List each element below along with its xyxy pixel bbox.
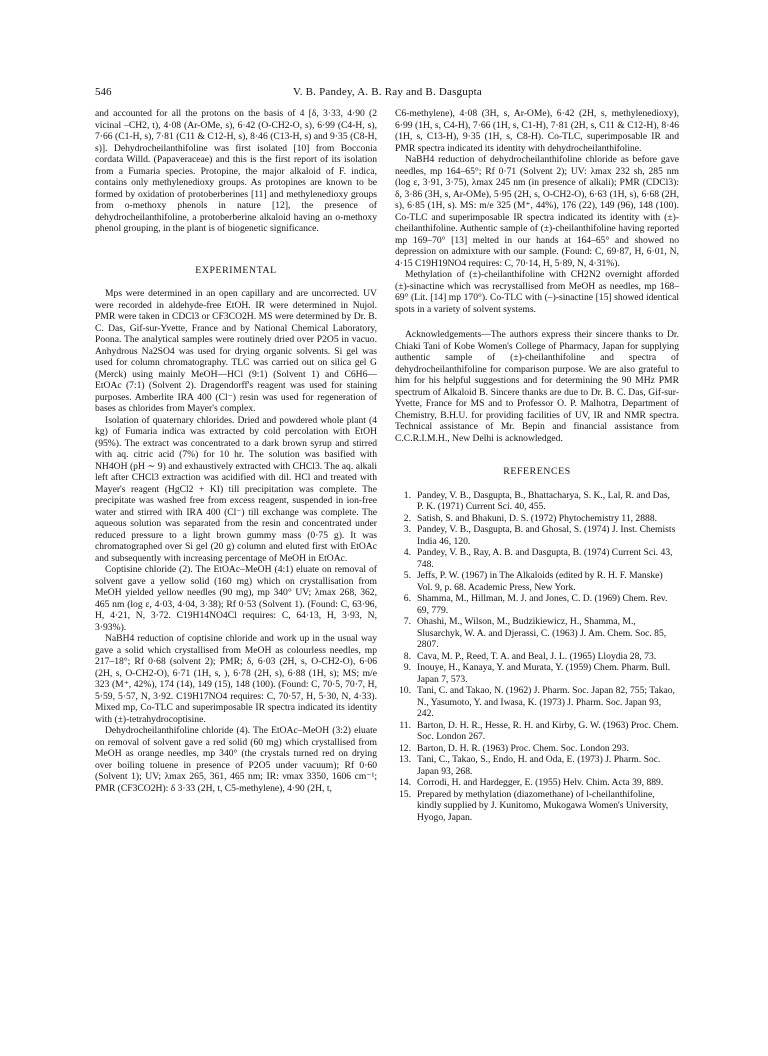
reference-text: Pandey, V. B., Dasgupta, B., Bhattacharya, S. K., Lal, R. and Das, P. K. (1971) Current Sci. 40, 455. [417, 489, 670, 512]
left-column [95, 108, 377, 794]
nabh4-coptisine-paragraph: NaBH4 reduction of coptisine chloride and work up in the usual way gave a solid which crystallised from MeOH as colourless needles, mp 217–18°; Rf 0·68 (solvent 2); PMR; δ, 6·03 (2H, s, O-CH2-O), 6·06 (2H, s, O-CH2-O), 6·71 (1H, s, ), 6·78 (2H, s), 6·88 (1H, s); MS; m/e 323 (M⁺, 42%), 174 (14), 149 (15), 148 (100). (Found: C, 70·5, 70·7, H, 5·59, 5·57, N, 3·92. C19H17NO4 requires: C, 70·57, H, 5·30, N, 4·33). Mixed mp, Co-TLC and superimposable IR spectra indicated its identity with (±)-tetrahydrocoptisine. [95, 633, 377, 725]
reference-text: Jeffs, P. W. (1967) in The Alkaloids (edited by R. H. F. Manske) Vol. 9, p. 68. Academic Press, New York. [417, 570, 663, 593]
experimental-general-paragraph: Mps were determined in an open capillary and are uncorrected. UV were recorded in aldehyde-free EtOH. IR were determined in Nujol. PMR were taken in CDCl3 or CF3CO2H. MS were determined by Dr. B. C. Das, Gif-sur-Yvette, France and by National Chemical Laboratory, Poona. The analytical samples were routinely dried over P2O5 in vacuo. Anhydrous Na2SO4 was used for drying organic solvents. Si gel was used for column chromatography. TLC was carried out on silica gel G (Merck) using mainly MeOH—HCl (9:1) (Solvent 1) and C6H6—EtOAc (7:1) (Solvent 2). Dragendorff's reagent was used for staining purposes. Amberlite IRA 400 (Cl⁻) resin was used for regeneration of bases as chlorides from Mayer's complex. [95, 288, 377, 414]
reference-item [395, 616, 679, 651]
reference-number: 7. [403, 616, 411, 627]
reference-item [395, 593, 679, 616]
right-column [395, 108, 679, 823]
reference-number: 9. [403, 662, 411, 673]
reference-number: 15. [399, 788, 411, 800]
intro-paragraph: and accounted for all the protons on the basis of 4 [δ, 3·33, 4·90 (2 vicinal –CH2, t), 4·08 (Ar-OMe, s), 6·42 (O-CH2-O, s), 6·99 (C4-H, s), 7·66 (C1-H, s), 7·81 (C11 & C12-H, s), 8·46 (C13-H, s) and 9·35 (C8-H, s)]. Dehydrocheilanthifoline was first isolated [10] from Bocconia cordata Willd. (Papaveraceae) and this is the first report of its isolation from a Fumaria species. Protopine, the major alkaloid of F. indica, contains only methylenedioxy groups. As protopines are known to be formed by oxidation of protoberberines [11] and methylenedioxy groups from o-methoxy phenols in nature [12], the presence of dehydrocheilanthifoline, a protoberberine alkaloid having an o-methoxy phenol grouping, in the plant is of biogenetic significance. [95, 108, 377, 234]
section-gap [95, 276, 377, 288]
reference-item [395, 513, 679, 525]
reference-number: 2. [403, 512, 411, 524]
reference-text: Shamma, M., Hillman, M. J. and Jones, C. D. (1969) Chem. Rev. 69, 779. [417, 593, 668, 616]
running-header [95, 86, 680, 100]
reference-item [395, 547, 679, 570]
reference-item [395, 789, 679, 824]
reference-number: 14. [399, 777, 411, 788]
continuation-paragraph: C6-methylene), 4·08 (3H, s, Ar-OMe), 6·42 (2H, s, methylenedioxy), 6·99 (1H, s, C4-H), 7·66 (1H, s, C1-H), 7·81 (2H, s, C11 & C12-H), 8·46 (1H, s, C13-H), 9·35 (1H, s, C8-H). Co-TLC, superimposable IR and PMR spectra indicated its identity with dehydrocheilanthifoline. [395, 108, 679, 154]
reference-item [395, 570, 679, 593]
reference-number: 5. [403, 570, 411, 581]
references-list [395, 490, 679, 824]
reference-item [395, 524, 679, 547]
section-gap [395, 444, 679, 466]
reference-item [395, 490, 679, 513]
section-gap [395, 478, 679, 490]
reference-number: 4. [403, 547, 411, 558]
reference-text: Prepared by methylation (diazomethane) of l-cheilanthifoline, kindly supplied by J. Kunitomo, Mukogawa Women's University, Hyogo, Japan. [417, 788, 669, 823]
reference-number: 11. [399, 719, 411, 731]
isolation-paragraph: Isolation of quaternary chlorides. Dried and powdered whole plant (4 kg) of Fumaria indica was extracted by cold percolation with EtOH (95%). The extract was concentrated to a dark brown syrup and stirred with aq. citric acid (7%) for 10 hr. The solution was basified with NH4OH (pH ∼ 9) and exhaustively extracted with CHCl3. The aq. alkali left after CHCl3 extraction was acidified with dil. HCl and treated with Mayer's reagent (HgCl2 + KI) till precipitation was complete. The precipitate was washed free from excess reagent, suspended in ion-free water and stirred with IRA 400 (Cl⁻) till exchange was complete. The aqueous solution was separated from the resin and concentrated under reduced pressure to a light brown gummy mass (0·75 g). It was chromatographed over Si gel (20 g) column and eluted first with EtOAc and subsequently with increasing percentage of MeOH in EtOAc. [95, 414, 377, 564]
reference-item [395, 743, 679, 755]
references-heading: REFERENCES [503, 466, 571, 477]
reference-number: 1. [403, 489, 411, 501]
reference-item [395, 754, 679, 777]
dehydrocheilanthifoline-paragraph: Dehydrocheilanthifoline chloride (4). The EtOAc–MeOH (3:2) eluate on removal of solvent gave a red solid (60 mg) which crystallised from MeOH as orange needles, mp 340° (the crystals turned red on drying over boiling toluene in presence of P2O5 under vacuum); Rf 0·60 (Solvent 1); UV; λmax 265, 361, 465 nm; IR: νmax 3350, 1606 cm⁻¹; PMR (CF3CO2H): δ 3·33 (2H, t, C5-methylene), 4·90 (2H, t, [95, 725, 377, 794]
reference-text: Cava, M. P., Reed, T. A. and Beal, J. L. (1965) Lloydia 28, 73. [417, 650, 657, 662]
reference-number: 3. [403, 524, 411, 535]
reference-text: Pandey, V. B., Ray, A. B. and Dasgupta, B. (1974) Current Sci. 43, 748. [417, 547, 673, 570]
reference-item [395, 651, 679, 663]
methylation-paragraph: Methylation of (±)-cheilanthifoline with CH2N2 overnight afforded (±)-sinactine which was recrystallised from MeOH as needles, mp 168–69° (Lit. [14] mp 170°). Co-TLC with (–)-sinactine [15] showed identical spots in a variety of solvent systems. [395, 269, 679, 315]
reference-text: Barton, D. H. R., Hesse, R. H. and Kirby, G. W. (1963) Proc. Chem. Soc. London 267. [417, 719, 679, 742]
reference-text: Barton, D. H. R. (1963) Proc. Chem. Soc. London 293. [417, 742, 629, 754]
reference-number: 13. [399, 754, 411, 765]
reference-number: 12. [399, 742, 411, 754]
reference-number: 6. [403, 593, 411, 604]
section-gap [95, 235, 377, 265]
reference-item [395, 685, 679, 720]
reference-text: Ohashi, M., Wilson, M., Budzikiewicz, H., Shamma, M., Slusarchyk, W. A. and Djerassi, C. (1963) J. Am. Chem. Soc. 85, 2807. [417, 616, 667, 650]
reference-text: Tani, C. and Takao, N. (1962) J. Pharm. Soc. Japan 82, 755; Takao, N., Yasumoto, Y. and Iwasa, K. (1973) J. Pharm. Soc. Japan 93, 242. [417, 685, 675, 719]
reference-item [395, 720, 679, 743]
coptisine-paragraph: Coptisine chloride (2). The EtOAc–MeOH (4:1) eluate on removal of solvent gave a yellow solid (160 mg) which on crystallisation from MeOH yielded yellow needles (90 mg), mp 340° UV; λmax 268, 362, 465 nm (log ε, 4·03, 4·04, 3·38); Rf 0·53 (Solvent 1). (Found: C, 63·96, H, 4·21, N, 3·72. C19H14NO4Cl requires: C, 64·13, H, 3·93, N, 3·93%). [95, 564, 377, 633]
reference-text: Satish, S. and Bhakuni, D. S. (1972) Phytochemistry 11, 2888. [417, 512, 658, 524]
reference-number: 8. [403, 650, 411, 662]
running-header-authors: V. B. Pandey, A. B. Ray and B. Dasgupta [293, 86, 482, 98]
reference-text: Tani, C., Takao, S., Endo, H. and Oda, E. (1973) J. Pharm. Soc. Japan 93, 268. [417, 754, 661, 777]
reference-number: 10. [399, 685, 411, 696]
reference-item [395, 662, 679, 685]
reference-text: Corrodi, H. and Hardegger, E. (1955) Helv. Chim. Acta 39, 889. [417, 777, 664, 788]
reference-text: Pandey, V. B., Dasgupta, B. and Ghosal, S. (1974) J. Inst. Chemists India 46, 120. [417, 524, 676, 547]
page-number: 546 [95, 86, 112, 98]
reference-item [395, 777, 679, 789]
reference-text: Inouye, H., Kanaya, Y. and Murata, Y. (1959) Chem. Pharm. Bull. Japan 7, 573. [417, 662, 671, 685]
acknowledgements-paragraph: Acknowledgements—The authors express their sincere thanks to Dr. Chiaki Tani of Kobe Women's College of Pharmacy, Japan for supplying authentic sample of (±)-cheilanthifoline and spectra of dehydrocheilanthifoline for comparison purpose. We are also grateful to him for his helpful suggestions and for determining the 90 MHz PMR spectrum of Alkaloid B. Sincere thanks are due to Dr. B. C. Das, Gif-sur-Yvette, France for MS and to Professor O. P. Malhotra, Department of Chemistry, B.H.U. for providing facilities of UV, IR and NMR spectra. Technical assistance of Mr. Bepin and financial assistance from C.C.R.I.M.H., New Delhi is acknowledged. [395, 329, 679, 444]
experimental-heading: EXPERIMENTAL [195, 264, 277, 276]
nabh4-dehydro-paragraph: NaBH4 reduction of dehydrocheilanthifoline chloride as before gave needles, mp 164–65°; Rf 0·71 (Solvent 2); UV: λmax 232 sh, 285 nm (log ε, 3·91, 3·75), λmax 245 nm (in presence of alkali); PMR (CDCl3): δ, 3·86 (3H, s, Ar-OMe), 5·95 (2H, s, O-CH2-O), 6·63 (1H, s), 6·68 (2H, s), 6·85 (1H, s). MS: m/e 325 (M⁺, 44%), 176 (22), 149 (96), 148 (100). Co-TLC and superimposable IR spectra indicated its identity with (±)-cheilanthifoline. Authentic sample of (±)-cheilanthifoline having reported mp 169–70° [13] melted in our hands at 164–65° and showed no depression on admixture with our sample. (Found: C, 69·87, H, 6·01, N, 4·15 C19H19NO4 requires: C, 70·14, H, 5·89, N, 4·31%). [395, 154, 679, 269]
section-gap [395, 315, 679, 329]
